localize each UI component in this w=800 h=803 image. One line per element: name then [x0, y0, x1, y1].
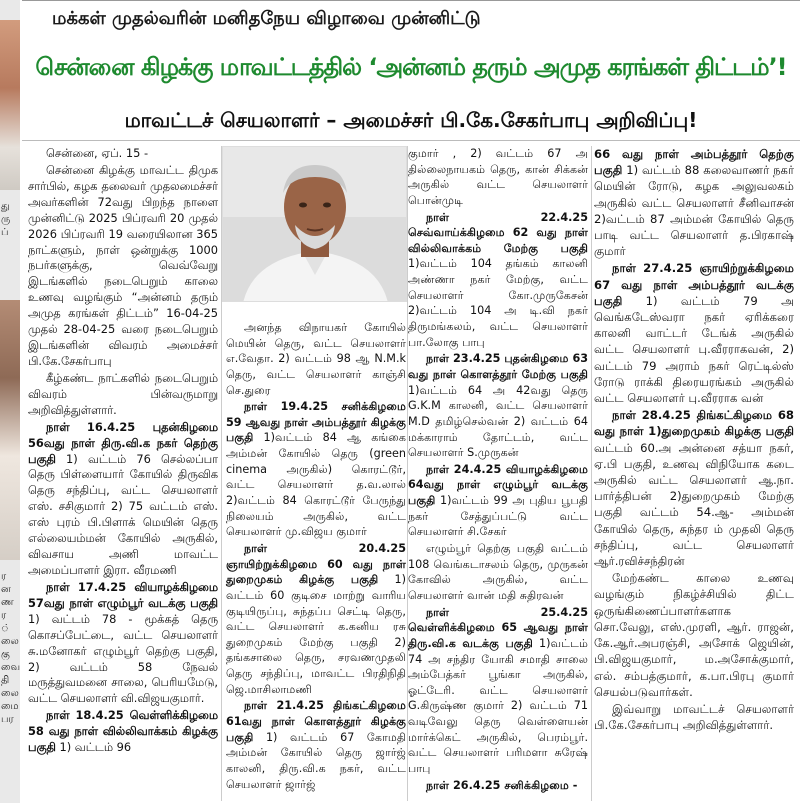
schedule-entry	[226, 541, 406, 697]
schedule-body: 1) வட்டம் 79 அ வெங்கடேஸ்வரா நகர் ஏரிக்கரை காலனி வாட்டர் டேங்க் அருகில் வட்ட செயலாளர் பு.வீரராகவன், 2) வட்டம் 79 அராம் நகர் ரெட்டில்ஸ் ரோடு ராக்கி திரையரங்கம் அருகில் வட்ட செயலாளர் பு.வீரராக வன்	[594, 293, 794, 406]
schedule-body: 1) வட்டம் 88 கலைவாணர் நகர் மெயின் ரோடு, கழக அலுவலகம் அருகில் வட்ட செயலாளர் சீனிவாசன் 2)வட்டம் 87 அம்மன் கோயில் தெரு பாடி வட்ட செயலாளர் த.பிரகாஷ் குமார்	[594, 163, 794, 259]
minister-portrait-photo	[222, 146, 407, 302]
schedule-heading: நாள் 17.4.25 வியாழக்கிழமை 57வது நாள் எழும்பூர் வடக்கு பகுதி	[28, 579, 218, 610]
left-cropped-photo	[0, 20, 20, 190]
schedule-body: 1) வட்டம் 96	[55, 740, 132, 755]
schedule-body: 1)வட்டம் 64 அ 42வது தெரு G.K.M காலனி, வட்ட செயலாளர் M.D தமிழ்செல்வன் 2) வட்டம் 64 மக்காராம் தோட்டம், வட்ட செயலாளர் S.முருகன்	[408, 383, 588, 460]
closing-paragraph: மேற்கண்ட காலை உணவு வழங்கும் நிகழ்ச்சியில் திட்ட ஒருங்கிணைப்பாளர்களாக சொ.வேலு, எஸ்.முரளி, ஆர். ராஜன், கே.ஆர்.அபரஞ்சி, அசோக் ஜெயின், பி.விஜயகுமார், ம.அசோக்குமார், எல். சம்பத்குமார், க.பா.பிரபு குமார் செயல்படுவார்கள்.	[594, 571, 794, 699]
left-adjacent-article-strip	[0, 0, 20, 803]
schedule-body: 1) வட்டம் 67 கோமதி அம்மன் கோயில் தெரு ஜார்ஜ் காலனி, திரு.வி.க நகர், வட்ட செயலாளர் ஜார்ஜ்	[226, 730, 406, 791]
schedule-body: அனந்த விநாயகர் கோயில் மெயின் தெரு, வட்ட செயலாளர் எ.வேதா. 2) வட்டம் 98 ஆ N.M.k தெரு, வட்ட செயலாளர் காஞ்சி செ.துரை	[226, 321, 406, 397]
schedule-heading: 66 வது நாள் அம்பத்தூர் தெற்கு பகுதி	[594, 147, 794, 178]
kicker-line: மக்கள் முதல்வரின் மனிதநேய விழாவை முன்னிட்டு	[52, 8, 481, 29]
schedule-heading: நாள் 18.4.25 வெள்ளிக்கிழமை 58 வது நாள் வில்லிவாக்கம் கிழக்கு பகுதி	[28, 708, 218, 755]
schedule-entry	[28, 708, 218, 756]
schedule-body: 1) வட்டம் 78 - மூக்கத் தெரு கொசப்பேட்டை, வட்ட செயலாளர் சு.மனோகர் எழும்பூர் தெற்கு பகுதி, 2) வட்டம் 58 நேவல் மருத்துவமனை சாலை, பெரியமேடு, வட்ட செயலாளர் வி.விஜயகுமார்.	[28, 611, 218, 706]
headline: சென்னை கிழக்கு மாவட்டத்தில் ‘அன்னம் தரும் அமுத கரங்கள் திட்டம்’!	[35, 53, 787, 81]
article-column-2	[226, 320, 406, 793]
schedule-heading: நாள் 25.4.25 வெள்ளிக்கிழமை 65 ஆவது நாள் திரு.வி.க வடக்கு பகுதி	[408, 605, 588, 650]
schedule-entry	[594, 407, 794, 569]
intro-paragraph-2: கீழ்கண்ட நாட்களில் நடைபெறும் விவரம் பின்வருமாறு அறிவித்துள்ளார்.	[28, 370, 218, 417]
left-cropped-text-a: து ரு ப்	[1, 201, 11, 238]
article-column-4	[594, 146, 794, 734]
schedule-entry	[408, 210, 588, 351]
intro-paragraph: சென்னை கிழக்கு மாவட்ட திமுக சார்பில், கழக தலைவர் முதலமைச்சர் அவர்களின் 72வது பிறந்த நாளை முன்னிட்டு 2025 பிப்ரவரி 20 முதல் 2026 பிப்ரவரி 19 வரையிலான 365 நாட்களும், நாள் ஒன்றுக்கு 1000 நபர்களுக்கு, வெவ்வேறு இடங்களில் நடைபெறும் காலை உணவு வழங்கும் “அன்னம் தரும் அமுத கரங்கள் திட்டம்” 16-04-25 முதல் 28-04-25 வரை நடைபெறும் இடங்களின் விவரம் அமைச்சர் பி.கே.சேகர்பாபு	[28, 162, 218, 368]
schedule-body: 1) வட்டம் 60 குடிசை மாற்று வாரிய குடியிருப்பு, சுந்தப்ப செட்டி தெரு, வட்ட செயலாளர் க.கனிய ரசு துறைமுகம் மேற்கு பகுதி 2) தங்கசாலை தெரு, சரவணமுதலி தெரு சந்திப்பு, மாவட்ட பிரதிநிதி ஜெ.மாசிலாமணி	[226, 573, 406, 696]
schedule-heading: நாள் 19.4.25 சனிக்கிழமை 59 ஆவது நாள் அம்பத்தூர் கிழக்கு பகுதி	[226, 400, 406, 445]
schedule-body: குமார் , 2) வட்டம் 67 அ தில்லைநாயகம் தெரு, கான் சிக்கன் அருகில் வட்ட செயலாளர் பொன்முடி	[408, 147, 588, 207]
subhead-rule	[22, 140, 800, 141]
schedule-heading: நாள் 27.4.25 ஞாயிற்றுக்கிழமை 67 வது நாள் அம்பத்தூர் வடக்கு பகுதி	[594, 261, 794, 308]
left-cropped-photo-2	[0, 300, 20, 560]
schedule-entry	[28, 420, 218, 579]
schedule-heading: நாள் 24.4.25 வியாழக்கிழமை 64வது நாள் எழும்பூர் வடக்கு பகுதி	[408, 462, 588, 508]
top-rule	[22, 0, 800, 4]
article-column-1	[28, 146, 218, 757]
schedule-entry	[408, 778, 588, 794]
schedule-entry	[594, 146, 794, 259]
schedule-body: 1)வட்டம் 99 அ புதிய பூபதி நகர் சேத்துப்பட்டு வட்ட செயலாளர் சி.சேகர்	[408, 494, 588, 539]
schedule-heading: நாள் 26.4.25 சனிக்கிழமை -	[426, 778, 578, 792]
schedule-entry	[226, 399, 406, 540]
schedule-entry	[408, 462, 588, 540]
schedule-heading: நாள் 23.4.25 புதன்கிழமை 63 வது நாள் கொளத்தூர் மேற்கு பகுதி	[408, 352, 589, 381]
schedule-heading: நாள் 22.4.25 செவ்வாய்க்கிழமை 62 வது நாள் வில்லிவாக்கம் மேற்கு பகுதி	[408, 210, 588, 255]
schedule-body: வட்டம் 60.அ அன்னை சத்யா நகர், ஏ.பி பகுதி, உணவு விநியோக கடை அருகில் வட்ட செயலாளர் ஆ.நா. பார்த்திபன் 2)துறைமுகம் மேற்கு பகுதி வட்டம் 54.ஆ- அம்மன் கோயில் தெரு, சுந்தர ம் முதலி தெரு சந்திப்பு, வட்ட செயலாளர் ஆர்.ரவிச்சந்திரன்	[594, 440, 794, 569]
schedule-heading: நாள் 16.4.25 புதன்கிழமை 56வது நாள் திரு.வி.க நகர் தெற்கு பகுதி	[28, 419, 218, 466]
schedule-body: 1) வட்டம் 76 செல்லப்பா தெரு பிள்ளையார் கோயில் திருவிக தெரு சந்திப்பு, வட்ட செயலாளர் எஸ். சசிகுமார் 2) 75 வட்டம் எஸ். எஸ் புரம் பி.பிளாக் மெயின் தெரு எல்லையம்மன் கோயில் அருகில், விவசாய அணி மாவட்ட அமைப்பாளர் இரா. வீரமணி	[28, 451, 218, 577]
schedule-entry	[408, 351, 588, 460]
closing-paragraph-2: இவ்வாறு மாவட்டச் செயலாளர் பி.கே.சேகர்பாபு அறிவித்துள்ளார்.	[594, 701, 794, 733]
schedule-entry	[594, 260, 794, 406]
schedule-entry	[28, 580, 218, 707]
schedule-entry	[226, 698, 406, 792]
article-column-3	[408, 146, 588, 794]
schedule-body: எழும்பூர் தெற்கு பகுதி வட்டம் 108 வெங்கடாசலம் தெரு, முருகன் கோவில் அருகில், வட்ட செயலாளர் வான் மதி சுதிரவன்	[408, 542, 588, 602]
column-divider	[591, 146, 592, 801]
dateline: சென்னை, ஏப். 15 -	[46, 146, 149, 160]
subheadline: மாவட்டச் செயலாளர் – அமைச்சர் பி.கே.சேகர்பாபு அறிவிப்பு!	[124, 108, 698, 132]
schedule-heading: நாள் 20.4.25 ஞாயிற்றுக்கிழமை 60 வது நாள் துறைமுகம் கிழக்கு பகுதி	[226, 541, 406, 587]
left-cropped-text-c: ர ன ண ர ் லை கு வை தி லை மை பர	[1, 571, 20, 725]
schedule-body: 1)வட்டம் 84 ஆ கங்கை அம்மன் கோயில் தெரு (green cinema அருகில்) கொரட்டூர், வட்ட செயலாளர் த.வ.லால் 2)வட்டம் 84 கொரட்டூர் பேருந்து நிலையம் அருகில், வட்ட செயலாளர் மு.விஜய குமார்	[226, 431, 406, 539]
portrait-illustration	[223, 147, 407, 302]
schedule-heading: நாள் 21.4.25 திங்கட்கிழமை 61வது நாள் கொளத்தூர் கிழக்கு பகுதி	[226, 699, 406, 744]
schedule-heading: நாள் 28.4.25 திங்கட்கிழமை 68 வது நாள் 1)துறைமுகம் கிழக்கு பகுதி	[594, 408, 794, 439]
schedule-entry	[408, 605, 588, 777]
column-divider	[221, 146, 222, 801]
schedule-body: 1)வட்டம் 104 தங்கம் காலனி அண்ணா நகர் மேற்கு, வட்ட செயலாளர் கோ.முருகேசன் 2)வட்டம் 104 அ டி.வி நகர் திருமங்கலம், வட்ட செயலாளர் பா.லோகு பாபு	[408, 257, 588, 349]
schedule-body: 1)வட்டம் 74 அ சந்திர யோகி சமாதி சாலை அம்பேத்கர் பூங்கா அருகில், ஓட்டேரி. வட்ட செயலாளர் G.கிருஷ்ண குமார் 2) வட்டம் 71 வடிவேலு தெரு வெள்ளையன் மார்க்கெட் அருகில், பெரம்பூர். வட்ட செயலாளர் பரிமளா சுரேஷ் பாபு	[408, 636, 588, 775]
